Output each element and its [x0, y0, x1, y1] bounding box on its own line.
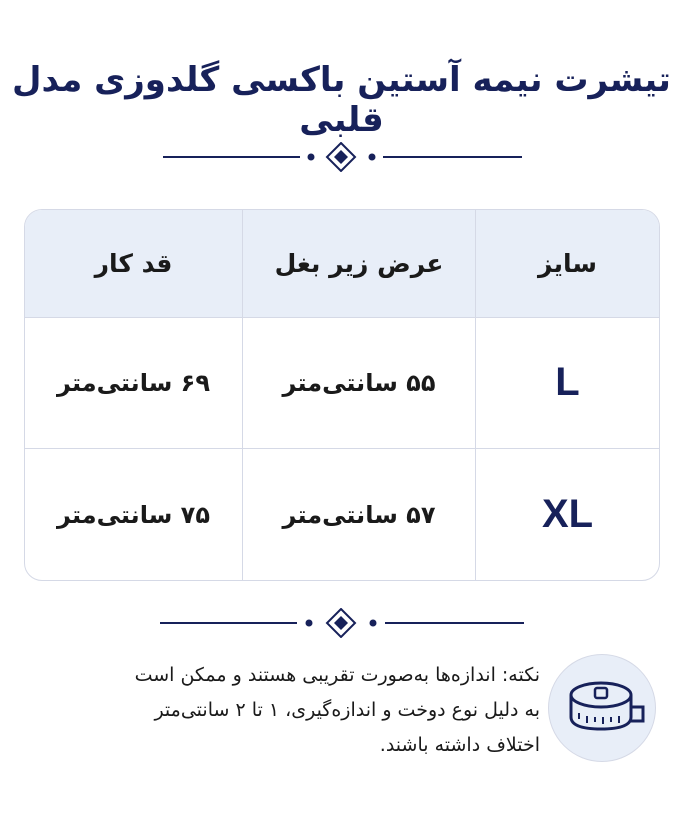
size-table [24, 209, 660, 581]
length-value: ۷۵ سانتی‌متر [25, 449, 243, 581]
table-header-row [25, 210, 659, 317]
note-line-3: اختلاف داشته باشند. [379, 734, 540, 756]
length-value: ۶۹ سانتی‌متر [25, 317, 243, 449]
bottom-divider [0, 608, 683, 638]
page-title: تیشرت نیمه آستین باکسی گلدوزی مدل قلبی [12, 60, 671, 140]
chest-width-value: ۵۷ سانتی‌متر [243, 449, 476, 581]
note-line-2: به دلیل نوع دوخت و اندازه‌گیری، ۱ تا ۲ سانتی‌متر [154, 699, 540, 721]
table-row [25, 449, 659, 581]
top-divider [0, 142, 683, 172]
header-chest-width: عرض زیر بغل [243, 210, 476, 317]
chest-width-value: ۵۵ سانتی‌متر [243, 317, 476, 449]
size-value: L [476, 317, 660, 449]
measuring-tape-icon [548, 654, 656, 762]
header-length: قد کار [25, 210, 243, 317]
size-value: XL [476, 449, 660, 581]
header-size: سایز [476, 210, 660, 317]
note-text [70, 658, 540, 763]
note-line-1: نکته: اندازه‌ها به‌صورت تقریبی هستند و ممکن است [134, 664, 540, 686]
table-row [25, 317, 659, 449]
